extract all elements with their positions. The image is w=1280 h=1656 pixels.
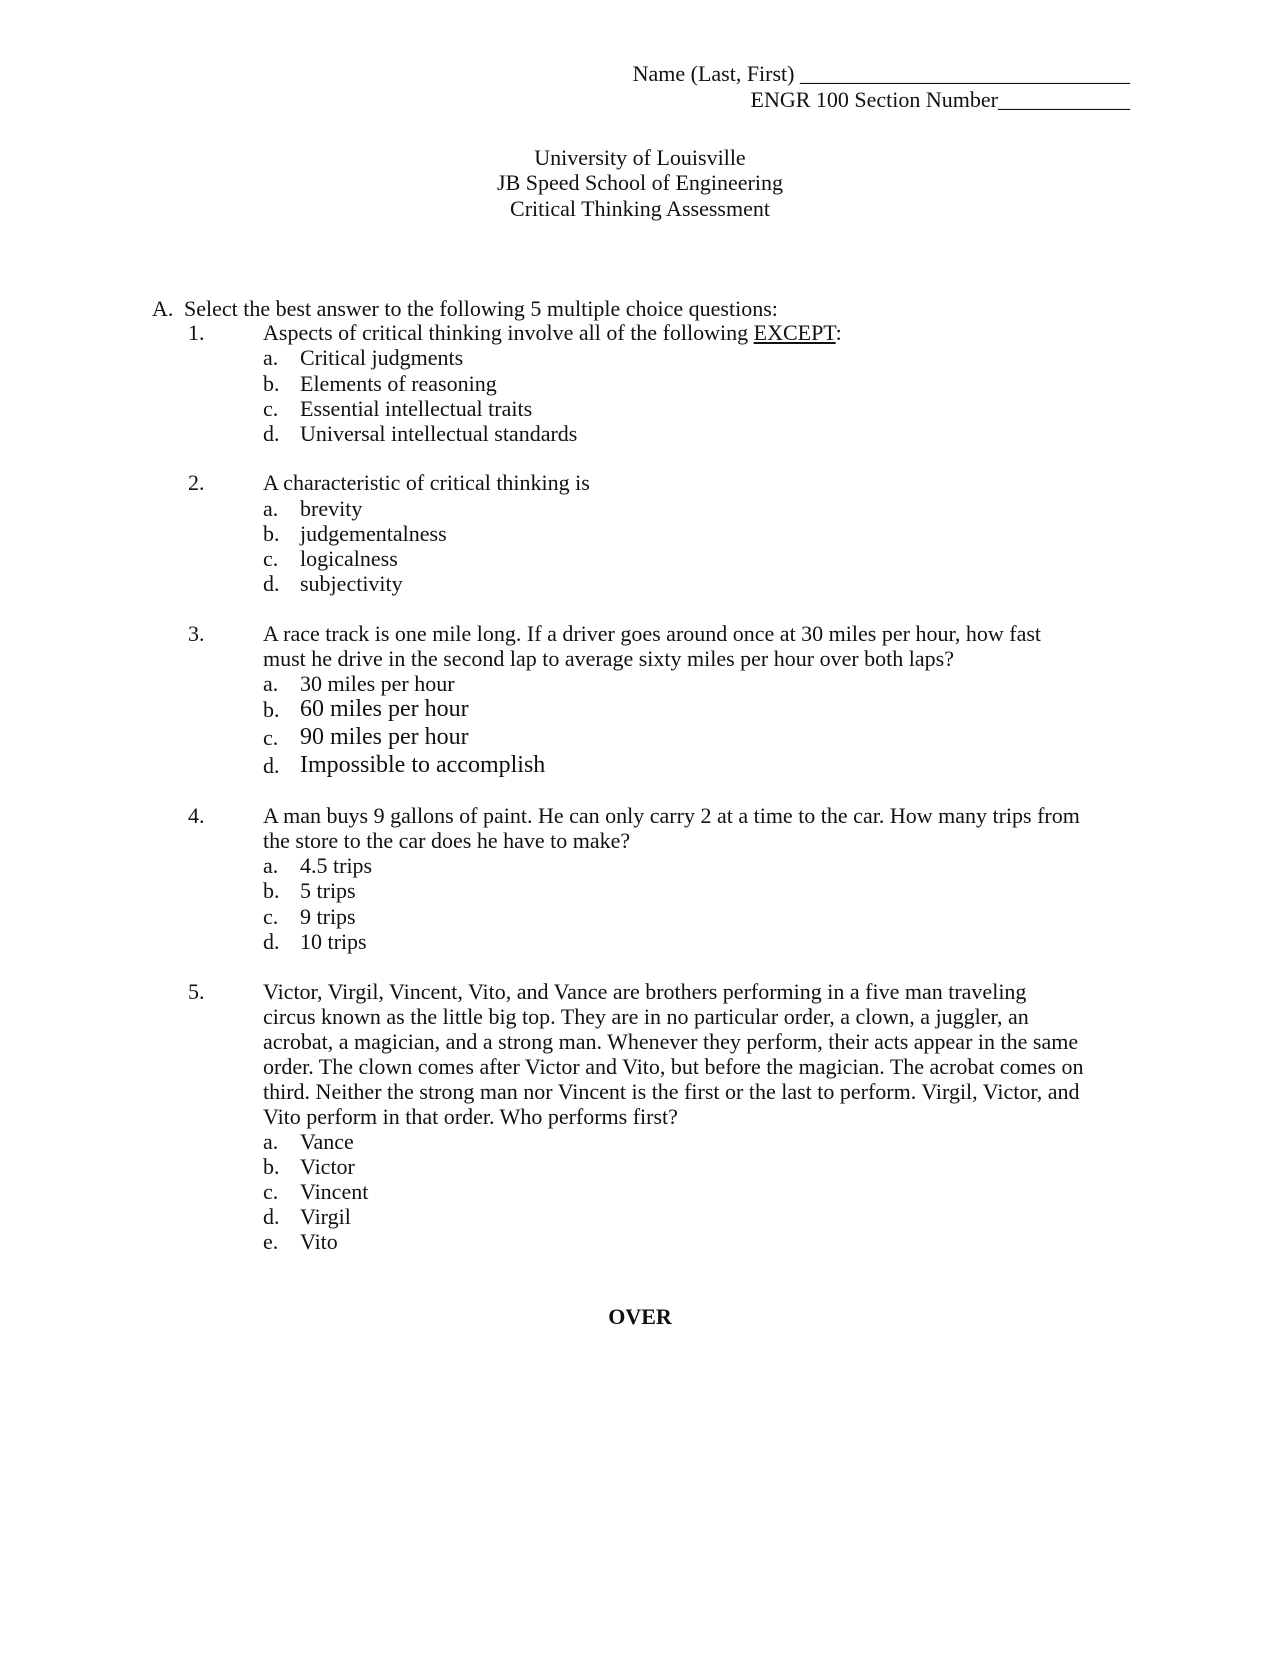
option-letter: d. — [263, 929, 280, 954]
option-text: Elements of reasoning — [300, 371, 497, 396]
question-prompt-line: Victor, Virgil, Vincent, Vito, and Vance are brothers performing in a five man traveling — [263, 979, 1027, 1004]
prompt-text: : — [835, 320, 842, 345]
option-text: 60 miles per hour — [300, 696, 469, 722]
option-letter: c. — [263, 546, 279, 571]
option-text: 10 trips — [300, 929, 367, 954]
option-letter: d. — [263, 421, 280, 446]
section-number-label: ENGR 100 Section Number____________ — [750, 87, 1130, 112]
option-letter: d. — [263, 1204, 280, 1229]
option-letter: a. — [263, 853, 279, 878]
option-letter: c. — [263, 396, 279, 421]
option-text: Critical judgments — [300, 345, 464, 370]
question-prompt-line: A race track is one mile long. If a driver goes around once at 30 miles per hour, how fast — [263, 621, 1042, 646]
question-prompt-line: circus known as the little big top. They are in no particular order, a clown, a juggler, an — [263, 1004, 1029, 1029]
option-letter: d. — [263, 571, 280, 596]
question-prompt — [263, 322, 842, 344]
option-letter: b. — [263, 697, 280, 722]
question-number: 4. — [188, 803, 205, 828]
question-prompt-line: Vito perform in that order. Who performs first? — [263, 1104, 678, 1129]
university-name: University of Louisville — [534, 145, 746, 170]
option-letter: a. — [263, 1129, 279, 1154]
question-prompt: A characteristic of critical thinking is — [263, 470, 590, 495]
question-number: 3. — [188, 621, 205, 646]
option-text: Vance — [300, 1129, 354, 1154]
question-number: 2. — [188, 470, 205, 495]
prompt-text: Aspects of critical thinking involve all of the following — [263, 320, 754, 345]
option-letter: a. — [263, 345, 279, 370]
option-text: Vito — [300, 1229, 338, 1254]
option-text: 4.5 trips — [300, 853, 373, 878]
option-letter: c. — [263, 725, 279, 750]
school-name: JB Speed School of Engineering — [497, 170, 783, 195]
option-text: 9 trips — [300, 904, 356, 929]
question-prompt-line: order. The clown comes after Victor and Vito, but before the magician. The acrobat comes on — [263, 1054, 1084, 1079]
option-letter: b. — [263, 1154, 280, 1179]
option-letter: a. — [263, 496, 279, 521]
option-letter: d. — [263, 753, 280, 778]
option-letter: b. — [263, 878, 280, 903]
option-text: judgementalness — [300, 521, 447, 546]
option-text: 90 miles per hour — [300, 724, 469, 750]
option-text: Vincent — [300, 1179, 369, 1204]
prompt-emphasis: EXCEPT — [753, 320, 836, 345]
option-letter: e. — [263, 1229, 279, 1254]
question-number: 1. — [188, 320, 205, 345]
assessment-title: Critical Thinking Assessment — [510, 196, 770, 221]
option-text: brevity — [300, 496, 363, 521]
name-field-label: Name (Last, First) ______________________________ — [632, 61, 1130, 86]
option-text: Essential intellectual traits — [300, 396, 533, 421]
option-letter: c. — [263, 904, 279, 929]
option-letter: c. — [263, 1179, 279, 1204]
option-text: 30 miles per hour — [300, 671, 455, 696]
question-prompt-line: must he drive in the second lap to average sixty miles per hour over both laps? — [263, 646, 954, 671]
option-letter: b. — [263, 521, 280, 546]
section-marker: A. — [152, 296, 174, 321]
section-instruction: Select the best answer to the following 5 multiple choice questions: — [184, 296, 778, 321]
option-text: 5 trips — [300, 878, 356, 903]
question-number: 5. — [188, 979, 205, 1004]
option-text: logicalness — [300, 546, 398, 571]
option-text: Impossible to accomplish — [300, 752, 546, 778]
question-prompt-line: third. Neither the strong man nor Vincent is the first or the last to perform. Virgil, Victor, and — [263, 1079, 1080, 1104]
question-prompt-line: the store to the car does he have to make? — [263, 828, 631, 853]
question-prompt-line: A man buys 9 gallons of paint. He can only carry 2 at a time to the car. How many trips from — [263, 803, 1080, 828]
option-text: subjectivity — [300, 571, 403, 596]
question-prompt-line: acrobat, a magician, and a strong man. Whenever they perform, their acts appear in the same — [263, 1029, 1079, 1054]
option-text: Virgil — [300, 1204, 351, 1229]
option-text: Victor — [300, 1154, 355, 1179]
option-text: Universal intellectual standards — [300, 421, 578, 446]
option-letter: b. — [263, 371, 280, 396]
over-label: OVER — [608, 1304, 672, 1329]
option-letter: a. — [263, 671, 279, 696]
